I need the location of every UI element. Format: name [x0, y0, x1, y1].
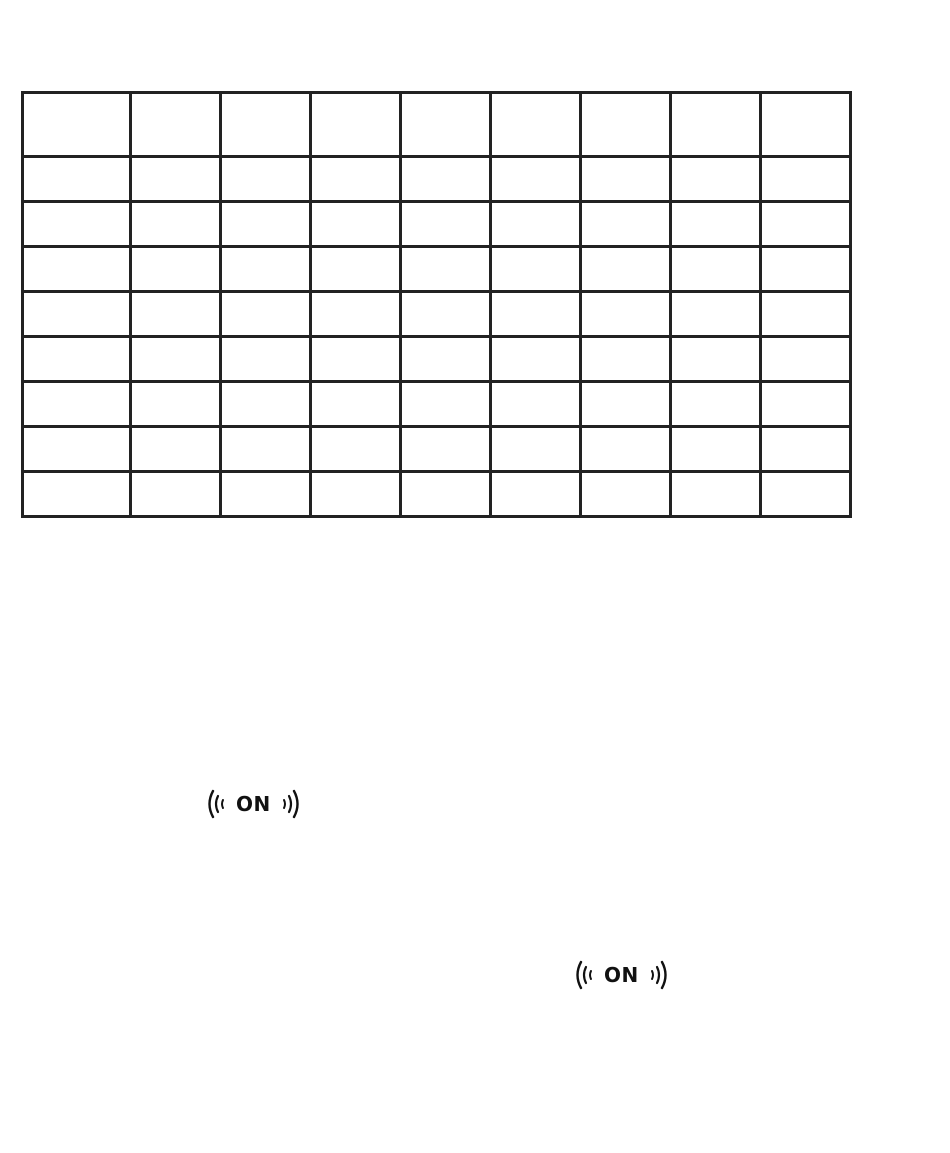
- table-cell: [401, 427, 491, 472]
- table-cell: [131, 157, 221, 202]
- table-cell: [671, 427, 761, 472]
- table-cell: [491, 382, 581, 427]
- table-cell: [671, 157, 761, 202]
- on-label: ON: [236, 792, 271, 816]
- table-cell: [671, 337, 761, 382]
- table-cell: [131, 427, 221, 472]
- table-cell: [581, 247, 671, 292]
- table-cell: [761, 337, 851, 382]
- table-row: [23, 427, 851, 472]
- table-cell: [131, 472, 221, 517]
- table-cell: [131, 382, 221, 427]
- table-row: [23, 337, 851, 382]
- table-cell: [671, 202, 761, 247]
- table-cell: [581, 337, 671, 382]
- table-cell: [491, 337, 581, 382]
- table-row: [23, 157, 851, 202]
- table-cell: [581, 157, 671, 202]
- table-header-cell: [671, 93, 761, 157]
- table-cell: [23, 247, 131, 292]
- table-cell: [671, 292, 761, 337]
- table-cell: [23, 202, 131, 247]
- table-cell: [221, 472, 311, 517]
- table-cell: [401, 292, 491, 337]
- on-label: ON: [604, 963, 639, 987]
- table-cell: [671, 247, 761, 292]
- table-cell: [401, 337, 491, 382]
- table-cell: [23, 157, 131, 202]
- table-cell: [311, 472, 401, 517]
- table-cell: [671, 472, 761, 517]
- table-cell: [311, 337, 401, 382]
- table-cell: [311, 202, 401, 247]
- table-cell: [581, 292, 671, 337]
- table-header-cell: [311, 93, 401, 157]
- table-cell: [311, 382, 401, 427]
- table-cell: [491, 472, 581, 517]
- table-cell: [401, 382, 491, 427]
- table-cell: [491, 292, 581, 337]
- table-header-row: [23, 93, 851, 157]
- table-cell: [401, 247, 491, 292]
- table-header-cell: [401, 93, 491, 157]
- table-cell: [401, 157, 491, 202]
- table-cell: [491, 247, 581, 292]
- vibration-on-indicator-2: [574, 960, 669, 990]
- table-cell: [221, 427, 311, 472]
- table-header-cell: [131, 93, 221, 157]
- table-header-cell: [23, 93, 131, 157]
- table-cell: [491, 427, 581, 472]
- table-cell: [23, 427, 131, 472]
- table-cell: [761, 202, 851, 247]
- table-cell: [671, 382, 761, 427]
- table-header-cell: [761, 93, 851, 157]
- table-cell: [401, 202, 491, 247]
- table-cell: [581, 427, 671, 472]
- table-cell: [311, 427, 401, 472]
- table-row: [23, 382, 851, 427]
- table-header-cell: [221, 93, 311, 157]
- table-cell: [221, 157, 311, 202]
- table-cell: [311, 157, 401, 202]
- table-cell: [23, 337, 131, 382]
- table-cell: [131, 202, 221, 247]
- table-cell: [23, 472, 131, 517]
- table-cell: [581, 472, 671, 517]
- table-cell: [131, 292, 221, 337]
- vibration-on-indicator-1: [206, 789, 301, 819]
- table-cell: [311, 292, 401, 337]
- vibration-waves-left-icon: [574, 960, 594, 990]
- table-cell: [131, 337, 221, 382]
- table-cell: [401, 472, 491, 517]
- table-cell: [581, 202, 671, 247]
- table-cell: [761, 472, 851, 517]
- table-cell: [23, 382, 131, 427]
- table-cell: [491, 202, 581, 247]
- table-row: [23, 292, 851, 337]
- table-cell: [491, 157, 581, 202]
- table-cell: [761, 427, 851, 472]
- vibration-waves-right-icon: [281, 789, 301, 819]
- table-cell: [221, 382, 311, 427]
- blank-grid-table: [21, 91, 852, 518]
- table-row: [23, 247, 851, 292]
- table-cell: [221, 337, 311, 382]
- vibration-waves-right-icon: [649, 960, 669, 990]
- table-cell: [761, 382, 851, 427]
- vibration-waves-left-icon: [206, 789, 226, 819]
- table-header-cell: [491, 93, 581, 157]
- table-cell: [311, 247, 401, 292]
- table-cell: [131, 247, 221, 292]
- table-row: [23, 472, 851, 517]
- table-cell: [221, 247, 311, 292]
- table-cell: [761, 247, 851, 292]
- table-row: [23, 202, 851, 247]
- table-header-cell: [581, 93, 671, 157]
- table-cell: [581, 382, 671, 427]
- table-cell: [761, 157, 851, 202]
- table-cell: [221, 202, 311, 247]
- table-cell: [761, 292, 851, 337]
- table-cell: [23, 292, 131, 337]
- table-cell: [221, 292, 311, 337]
